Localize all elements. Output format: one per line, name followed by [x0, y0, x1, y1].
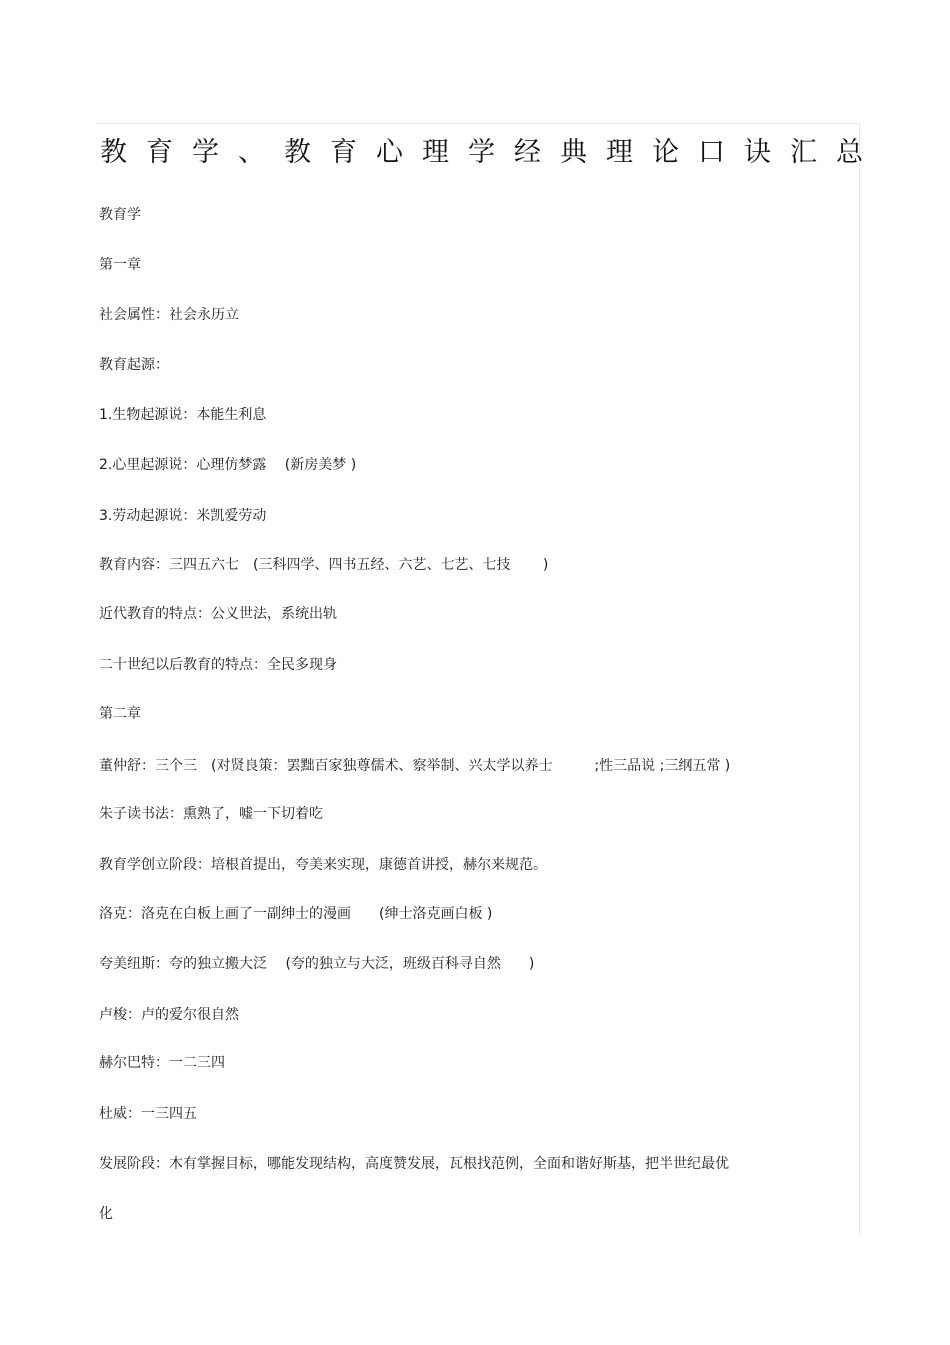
body-line: 教育起源： [99, 357, 169, 373]
body-line: 卢梭：卢的爱尔很自然 [99, 1007, 239, 1023]
body-line: 夸美纽斯：夸的独立搬大泛 (夸的独立与大泛，班级百科寻自然 ) [99, 956, 535, 972]
body-line: 董仲舒：三个三 (对贤良策：罢黜百家独尊儒术、察举制、兴太学以养士 ;性三品说 ;三纲五常 ) [99, 758, 731, 774]
body-line: 朱子读书法：熏熟了，嘘一下切着吃 [99, 806, 323, 822]
body-line-chapter-2: 第二章 [99, 706, 141, 722]
body-line: 1.生物起源说：本能生利息 [99, 407, 267, 423]
body-line: 洛克：洛克在白板上画了一副绅士的漫画 (绅士洛克画白板 ) [99, 906, 493, 922]
body-line: 2.心里起源说：心理仿梦露 (新房美梦 ) [99, 457, 357, 473]
body-line: 3.劳动起源说：米凯爱劳动 [99, 508, 267, 524]
body-line: 化 [99, 1206, 113, 1222]
body-line: 杜威：一三四五 [99, 1106, 197, 1122]
body-line: 教育学创立阶段：培根首提出，夸美来实现，康德首讲授，赫尔来规范。 [99, 857, 547, 873]
document-title: 教育学、教育心理学经典理论口诀汇总 [100, 137, 882, 168]
body-line-chapter-1: 第一章 [99, 257, 141, 273]
body-line: 二十世纪以后教育的特点：全民多现身 [99, 657, 337, 673]
body-line-heading-education: 教育学 [99, 207, 141, 223]
body-line: 赫尔巴特：一二三四 [99, 1055, 225, 1071]
body-line: 社会属性：社会永历立 [99, 307, 239, 323]
body-line: 发展阶段：木有掌握目标，哪能发现结构，高度赞发展，瓦根找范例，全面和谐好斯基，把半世纪最优 [99, 1156, 729, 1172]
page-frame-right [859, 123, 860, 1235]
page-frame-top [96, 123, 860, 124]
body-line: 教育内容：三四五六七 (三科四学、四书五经、六艺、七艺、七技 ) [99, 557, 549, 573]
body-line: 近代教育的特点：公义世法，系统出轨 [99, 606, 337, 622]
